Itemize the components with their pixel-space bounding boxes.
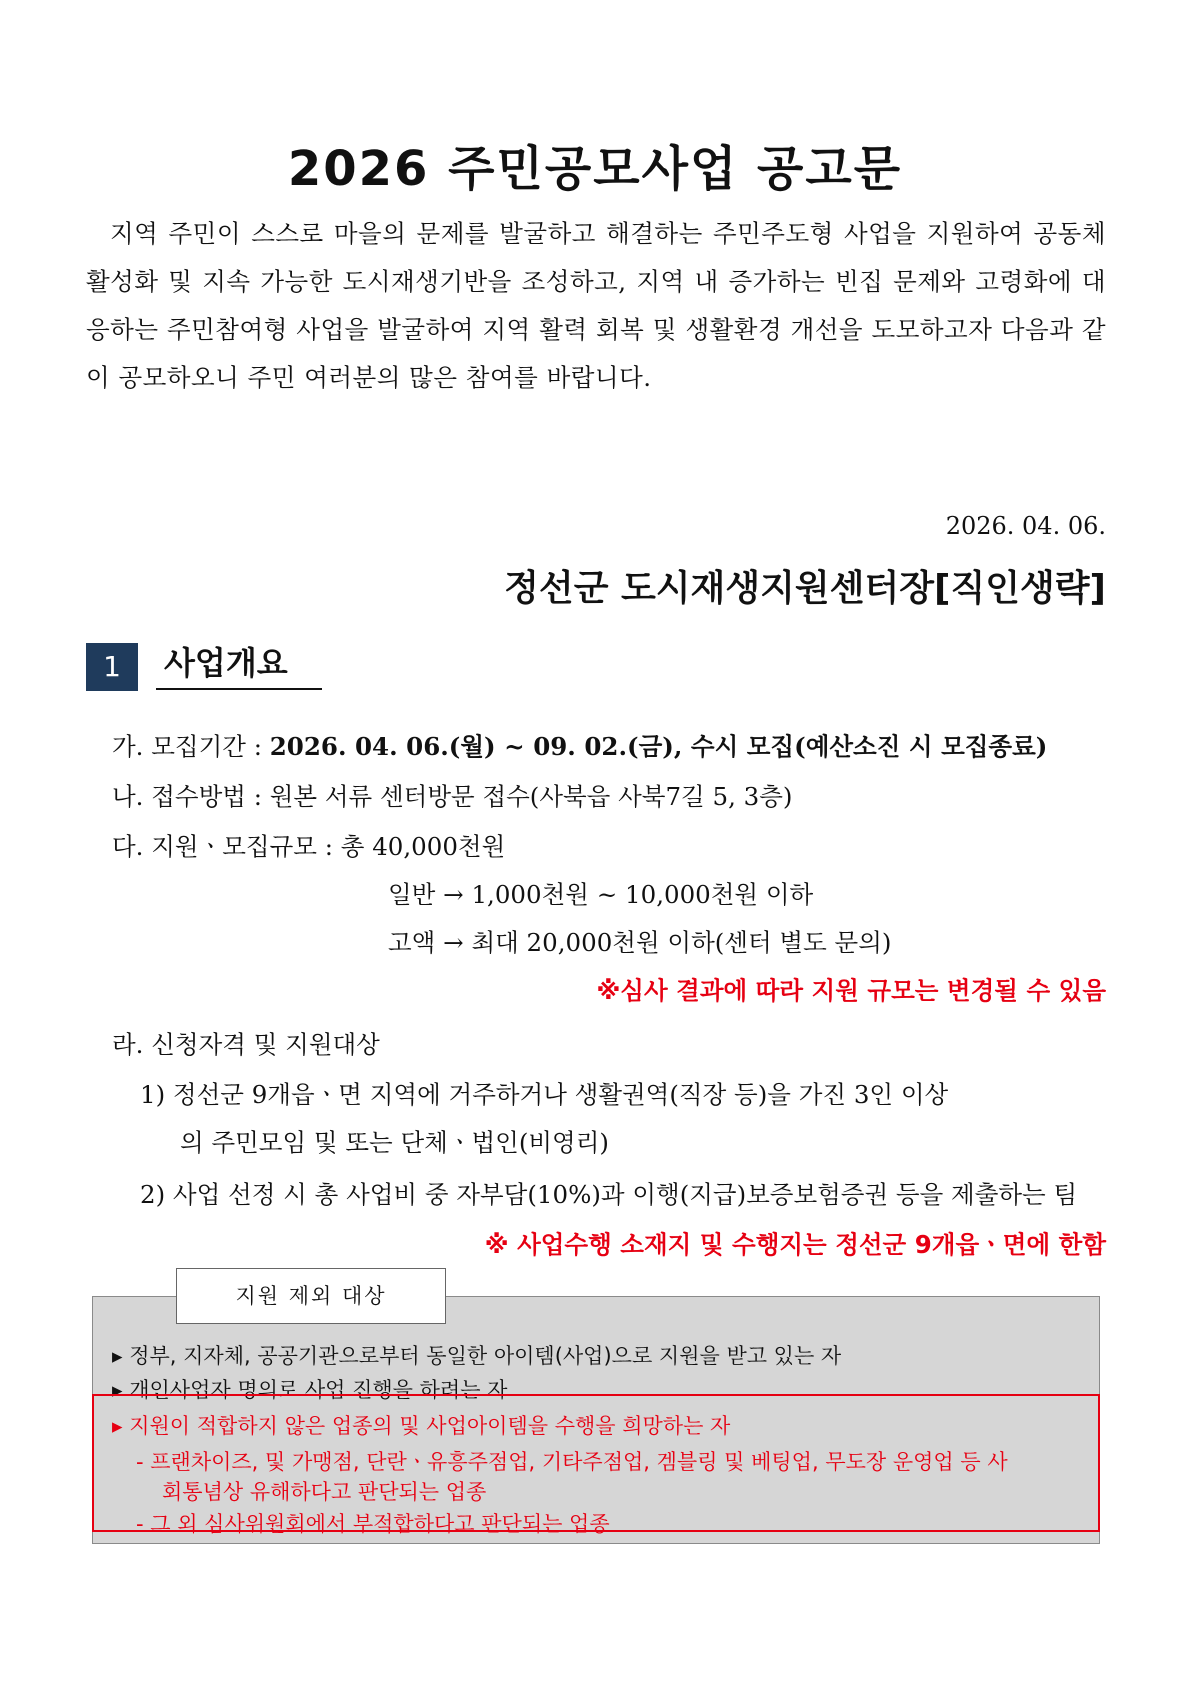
item-eligibility: 라. 신청자격 및 지원대상: [112, 1030, 380, 1059]
item-submission-method: 나. 접수방법 : 원본 서류 센터방문 접수(사북읍 사북7길 5, 3층): [112, 782, 793, 811]
eligibility-1-line1: 1) 정선군 9개읍ㆍ면 지역에 거주하거나 생활권역(직장 등)을 가진 3인 이상: [140, 1080, 949, 1109]
item-support-scale: 다. 지원ㆍ모집규모 : 총 40,000천원: [112, 832, 506, 861]
item-recruit-period-label: 가. 모집기간 :: [112, 732, 270, 761]
eligibility-1-line2: 의 주민모임 및 또는 단체ㆍ법인(비영리): [180, 1128, 609, 1157]
notice-date: 2026. 04. 06.: [945, 512, 1106, 540]
exclusion-item-2: ▸ 개인사업자 명의로 사업 진행을 하려는 자: [112, 1378, 508, 1402]
eligibility-2: 2) 사업 선정 시 총 사업비 중 자부담(10%)과 이행(지급)보증보험증권 등을 제출하는 팀: [140, 1180, 1078, 1209]
page-title: 2026 주민공모사업 공고문: [287, 141, 903, 197]
section-title: 사업개요: [156, 640, 322, 690]
intro-paragraph: 지역 주민이 스스로 마을의 문제를 발굴하고 해결하는 주민주도형 사업을 지원하여 공동체 활성화 및 지속 가능한 도시재생기반을 조성하고, 지역 내 증가하는 빈집 문제와 고령화에 대응하는 주민참여형 사업을 발굴하여 지역 활력 회복 및 생활환경 개선을 도모하고자 다음과 같이 공모하오니 주민 여러분의 많은 참여를 바랍니다.: [86, 219, 1106, 392]
exclusion-item-1: ▸ 정부, 지자체, 공공기관으로부터 동일한 아이템(사업)으로 지원을 받고 있는 자: [112, 1344, 842, 1368]
exclusion-item-3: ▸ 지원이 적합하지 않은 업종의 및 사업아이템을 수행을 희망하는 자: [112, 1414, 731, 1438]
item-support-general: 일반 → 1,000천원 ~ 10,000천원 이하: [388, 880, 814, 909]
signer: 정선군 도시재생지원센터장[직인생략]: [504, 568, 1106, 609]
exclusion-heading: 지원 제외 대상: [176, 1268, 446, 1324]
exclusion-item-3-sub-1-line1: - 프랜차이즈, 및 가맹점, 단란ㆍ유흥주점업, 기타주점업, 겜블링 및 베팅업, 무도장 운영업 등 사: [136, 1450, 1008, 1474]
item-support-high: 고액 → 최대 20,000천원 이하(센터 별도 문의): [388, 928, 892, 957]
support-scale-note: ※심사 결과에 따라 지원 규모는 변경될 수 있음: [596, 976, 1106, 1005]
exclusion-item-3-sub-1-line2: 회통념상 유해하다고 판단되는 업종: [162, 1480, 487, 1504]
item-recruit-period: [112, 728, 1047, 763]
section-number-badge: 1: [86, 643, 138, 691]
eligibility-note: ※ 사업수행 소재지 및 수행지는 정선군 9개읍ㆍ면에 한함: [484, 1230, 1106, 1259]
item-recruit-period-value: 2026. 04. 06.(월) ~ 09. 02.(금), 수시 모집(예산소진 시 모집종료): [269, 732, 1048, 761]
exclusion-item-3-sub-2: - 그 외 심사위원회에서 부적합하다고 판단되는 업종: [136, 1512, 610, 1536]
